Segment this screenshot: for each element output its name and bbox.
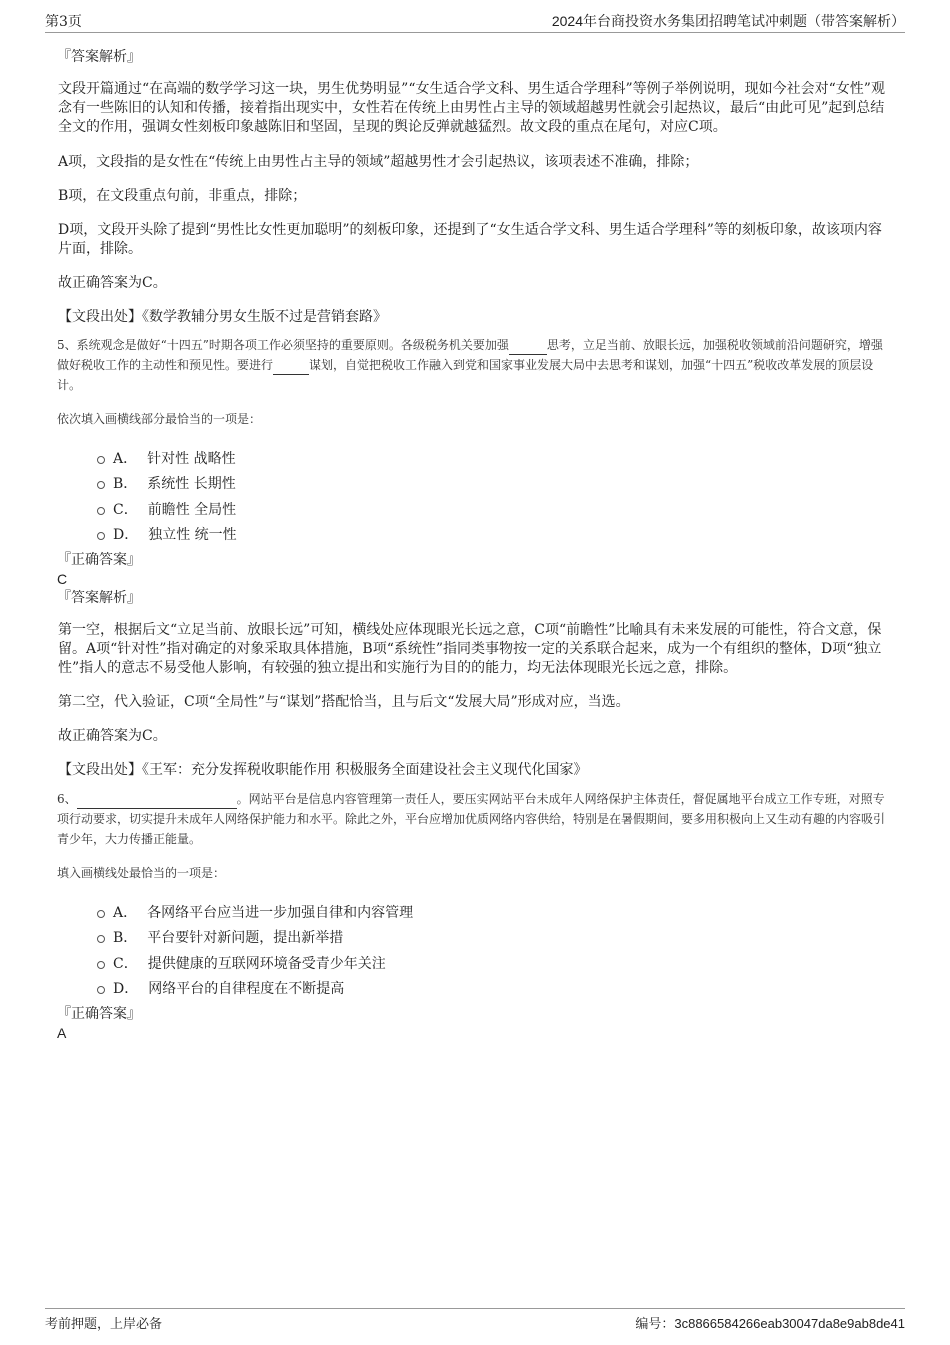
source-citation: 【文段出处】《王军：充分发挥税收职能作用 积极服务全面建设社会主义现代化国家》 [58,762,588,778]
blank-line [273,374,309,375]
source-citation: 【文段出处】《数学教辅分男女生版不过是营销套路》 [58,309,387,325]
page-number: 第3页 [45,14,82,30]
analysis-paragraph: 故正确答案为C。 [58,728,167,744]
question-5-text: 5、系统观念是做好“十四五”时期各项工作必须坚持的重要原则。各级税务机关要加强 思考，立足当前、放眼长远，加强税收领域前沿问题研究，增强做好税收工作的主动性和预见性。要进行 谋划，自觉把税收工作融入到党和国家事业发展大局中去思考和谋划，加强“十四五”税收改革发展的顶层设计。 [57,338,883,392]
radio-icon[interactable] [97,481,105,489]
footer-slogan: 考前押题，上岸必备 [45,1317,163,1332]
option-d[interactable]: D． 网络平台的自律程度在不断提高 [57,976,892,1002]
question-6-options [57,899,892,1001]
analysis-paragraph: 文段开篇通过“在高端的数学学习这一块，男生优势明显”“女生适合学文科、男生适合学理科”等例子举例说明，现如今社会对“女性”观念有一些陈旧的认知和传播，接着指出现实中，女性若在传统上由男性占主导的领域超越男性就会引起热议，最后“由此可见”起到总结全文的作用，强调女性刻板印象越陈旧和坚固，呈现的舆论反弹就越猛烈。故文段的重点在尾句，对应C项。 [58,81,885,135]
analysis-paragraph: D项，文段开头除了提到“男性比女性更加聪明”的刻板印象，还提到了“女生适合学文科、男生适合学理科”等的刻板印象，故该项内容片面，排除。 [58,222,882,257]
question-5-prompt: 依次填入画横线部分最恰当的一项是： [57,412,262,426]
question-6-text: 6、 。网站平台是信息内容管理第一责任人，要压实网站平台未成年人网络保护主体责任，督促属地平台成立工作专班，对照专项行动要求，切实提升未成年人网络保护能力和水平。除此之外，平台应增加优质网络内容供给，特别是在暑假期间，要多用积极向上又生动有趣的内容吸引青少年，大力传播正能量。 [57,792,886,846]
option-c[interactable]: C． 前瞻性 全局性 [57,496,892,522]
radio-icon[interactable] [97,456,105,464]
option-d[interactable]: D． 独立性 统一性 [57,522,892,548]
correct-answer: C [57,571,68,587]
question-5-options [57,445,892,547]
answer-heading: 『正确答案』 [57,552,141,568]
correct-answer: A [57,1025,67,1041]
document-title: 2024年台商投资水务集团招聘笔试冲刺题（带答案解析） [551,13,905,29]
radio-icon[interactable] [97,961,105,969]
blank-line [509,354,547,355]
analysis-paragraph: 第一空，根据后文“立足当前、放眼长远”可知，横线处应体现眼光长远之意，C项“前瞻性”比喻具有未来发展的可能性，符合文意，保留。A项“针对性”指对确定的对象采取具体措施，B项“系统性”指同类事物按一定的关系联合起来，成为一个有组织的整体，D项“独立性”指人的意志不易受他人影响，有较强的独立提出和实施行为目的的能力，均无法体现眼光长远之意，排除。 [58,622,882,676]
analysis-heading: 『答案解析』 [57,590,141,606]
radio-icon[interactable] [97,986,105,994]
analysis-paragraph: B项，在文段重点句前，非重点，排除； [58,188,307,204]
radio-icon[interactable] [97,507,105,515]
page-header [45,10,905,33]
page-footer [45,1308,905,1335]
analysis-heading: 『答案解析』 [57,49,141,65]
option-c[interactable]: C． 提供健康的互联网环境备受青少年关注 [57,950,892,976]
answer-heading: 『正确答案』 [57,1006,141,1022]
option-b[interactable]: B． 系统性 长期性 [57,471,892,497]
option-a[interactable]: A． 针对性 战略性 [57,445,892,471]
analysis-paragraph: 第二空，代入验证，C项“全局性”与“谋划”搭配恰当，且与后文“发展大局”形成对应，当选。 [58,694,630,710]
option-b[interactable]: B． 平台要针对新问题，提出新举措 [57,925,892,951]
blank-line [77,808,237,809]
question-6-prompt: 填入画横线处最恰当的一项是： [57,866,226,880]
option-a[interactable]: A． 各网络平台应当进一步加强自律和内容管理 [57,899,892,925]
page-content [57,40,892,1043]
radio-icon[interactable] [97,935,105,943]
analysis-paragraph: A项，文段指的是女性在“传统上由男性占主导的领域”超越男性才会引起热议，该项表述不准确，排除； [58,154,699,170]
document-code: 编号：3c8866584266eab30047da8e9ab8de41 [635,1316,905,1332]
analysis-paragraph: 故正确答案为C。 [58,275,167,291]
radio-icon[interactable] [97,910,105,918]
radio-icon[interactable] [97,532,105,540]
